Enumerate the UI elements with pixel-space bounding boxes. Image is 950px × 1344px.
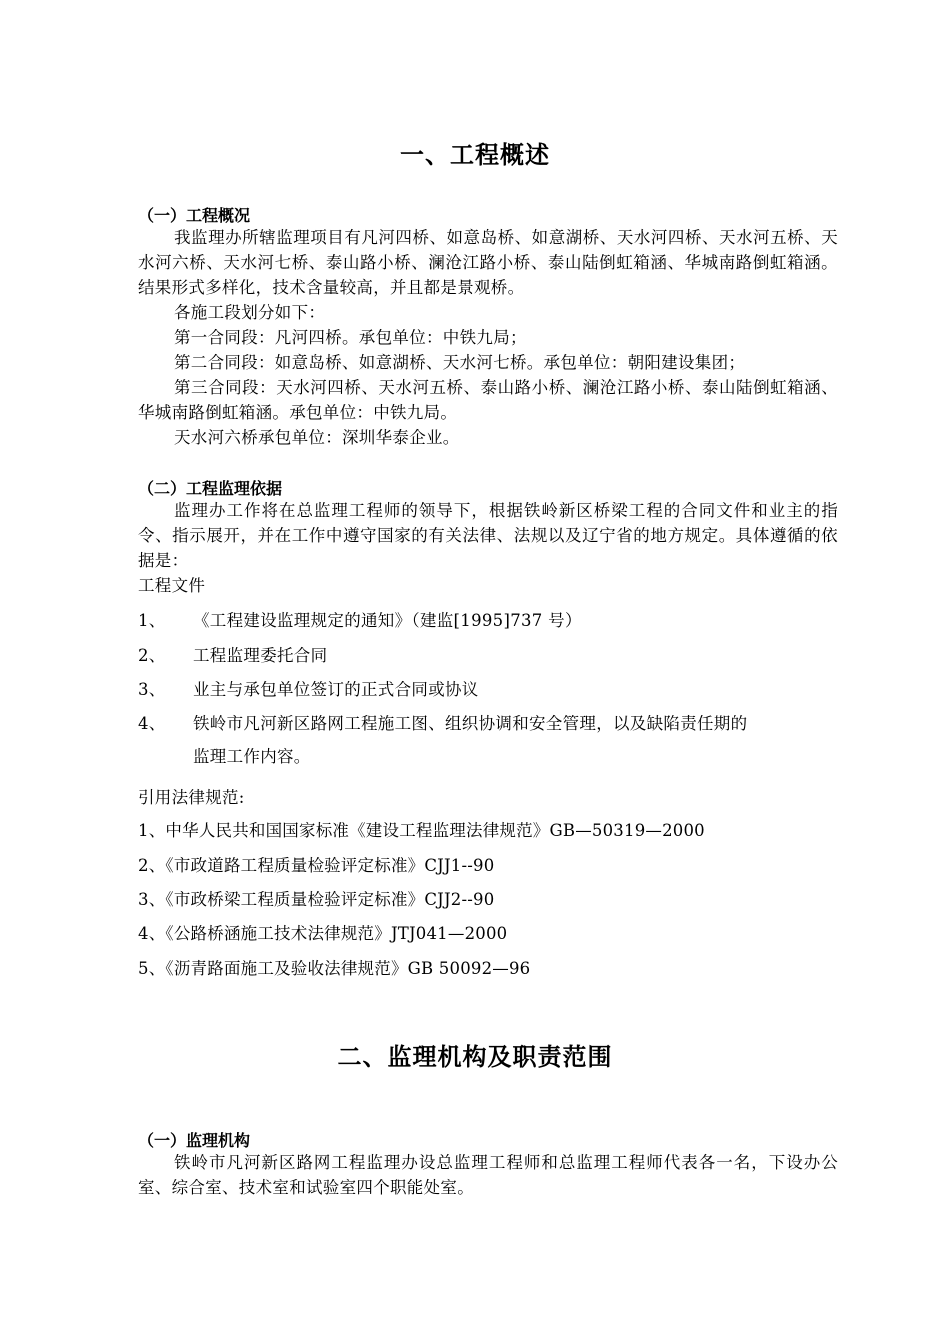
law-reference-item: 2、《市政道路工程质量检验评定标准》CJJ1--90 [138, 856, 495, 875]
document-item-text: 工程监理委托合同 [193, 646, 328, 665]
contract-section-3: 第三合同段：天水河四桥、天水河五桥、泰山路小桥、澜沧江路小桥、泰山陆倒虹箱涵、华城南路倒虹箱涵。承包单位：中铁九局。 [138, 378, 838, 422]
project-overview-paragraph: 我监理办所辖监理项目有凡河四桥、如意岛桥、如意湖桥、天水河四桥、天水河五桥、天水河六桥、天水河七桥、泰山路小桥、澜沧江路小桥、泰山陆倒虹箱涵、华城南路倒虹箱涵。结果形式多样化，技术含量较高，并且都是景观桥。 [138, 228, 838, 297]
section-2-title: 二、监理机构及职责范围 [337, 1043, 613, 1071]
document-item-text: 业主与承包单位签订的正式合同或协议 [193, 680, 479, 699]
law-reference-item: 1、中华人民共和国国家标准《建设工程监理法律规范》GB—50319—2000 [138, 821, 705, 840]
subsection-1-1-heading: （一）工程概况 [138, 206, 251, 225]
contract-section-2: 第二合同段：如意岛桥、如意湖桥、天水河七桥。承包单位：朝阳建设集团； [174, 353, 746, 372]
supervision-basis-paragraph: 监理办工作将在总监理工程师的领导下，根据铁岭新区桥梁工程的合同文件和业主的指令、指示展开，并在工作中遵守国家的有关法律、法规以及辽宁省的地方规定。具体遵循的依据是： [138, 501, 838, 570]
supervision-org-paragraph: 铁岭市凡河新区路网工程监理办设总监理工程师和总监理工程师代表各一名，下设办公室、综合室、技术室和试验室四个职能处室。 [138, 1153, 838, 1197]
subsection-1-2-heading: （二）工程监理依据 [138, 479, 283, 498]
law-reference-item: 5、《沥青路面施工及验收法律规范》GB 50092—96 [138, 959, 531, 978]
laws-label: 引用法律规范: [138, 788, 245, 807]
section-1-title: 一、工程概述 [400, 141, 550, 169]
document-item-number: 2、 [138, 646, 166, 665]
document-item-number: 1、 [138, 611, 166, 630]
subsection-2-1-heading: （一）监理机构 [138, 1131, 251, 1150]
law-reference-item: 3、《市政桥梁工程质量检验评定标准》CJJ2--90 [138, 890, 495, 909]
document-item-text: 《工程建设监理规定的通知》（建监[1995]737 号） [193, 611, 582, 630]
division-intro: 各施工段划分如下： [174, 303, 326, 322]
document-item-text: 铁岭市凡河新区路网工程施工图、组织协调和安全管理，以及缺陷责任期的 [193, 714, 748, 733]
document-item-number: 4、 [138, 714, 166, 733]
law-reference-item: 4、《公路桥涵施工技术法律规范》JTJ041—2000 [138, 924, 508, 943]
contract-section-1: 第一合同段：凡河四桥。承包单位：中铁九局； [174, 328, 527, 347]
document-item-text-continued: 监理工作内容。 [193, 747, 311, 766]
documents-label: 工程文件 [138, 576, 206, 595]
document-item-number: 3、 [138, 680, 166, 699]
contract-section-4: 天水河六桥承包单位：深圳华泰企业。 [174, 428, 460, 447]
